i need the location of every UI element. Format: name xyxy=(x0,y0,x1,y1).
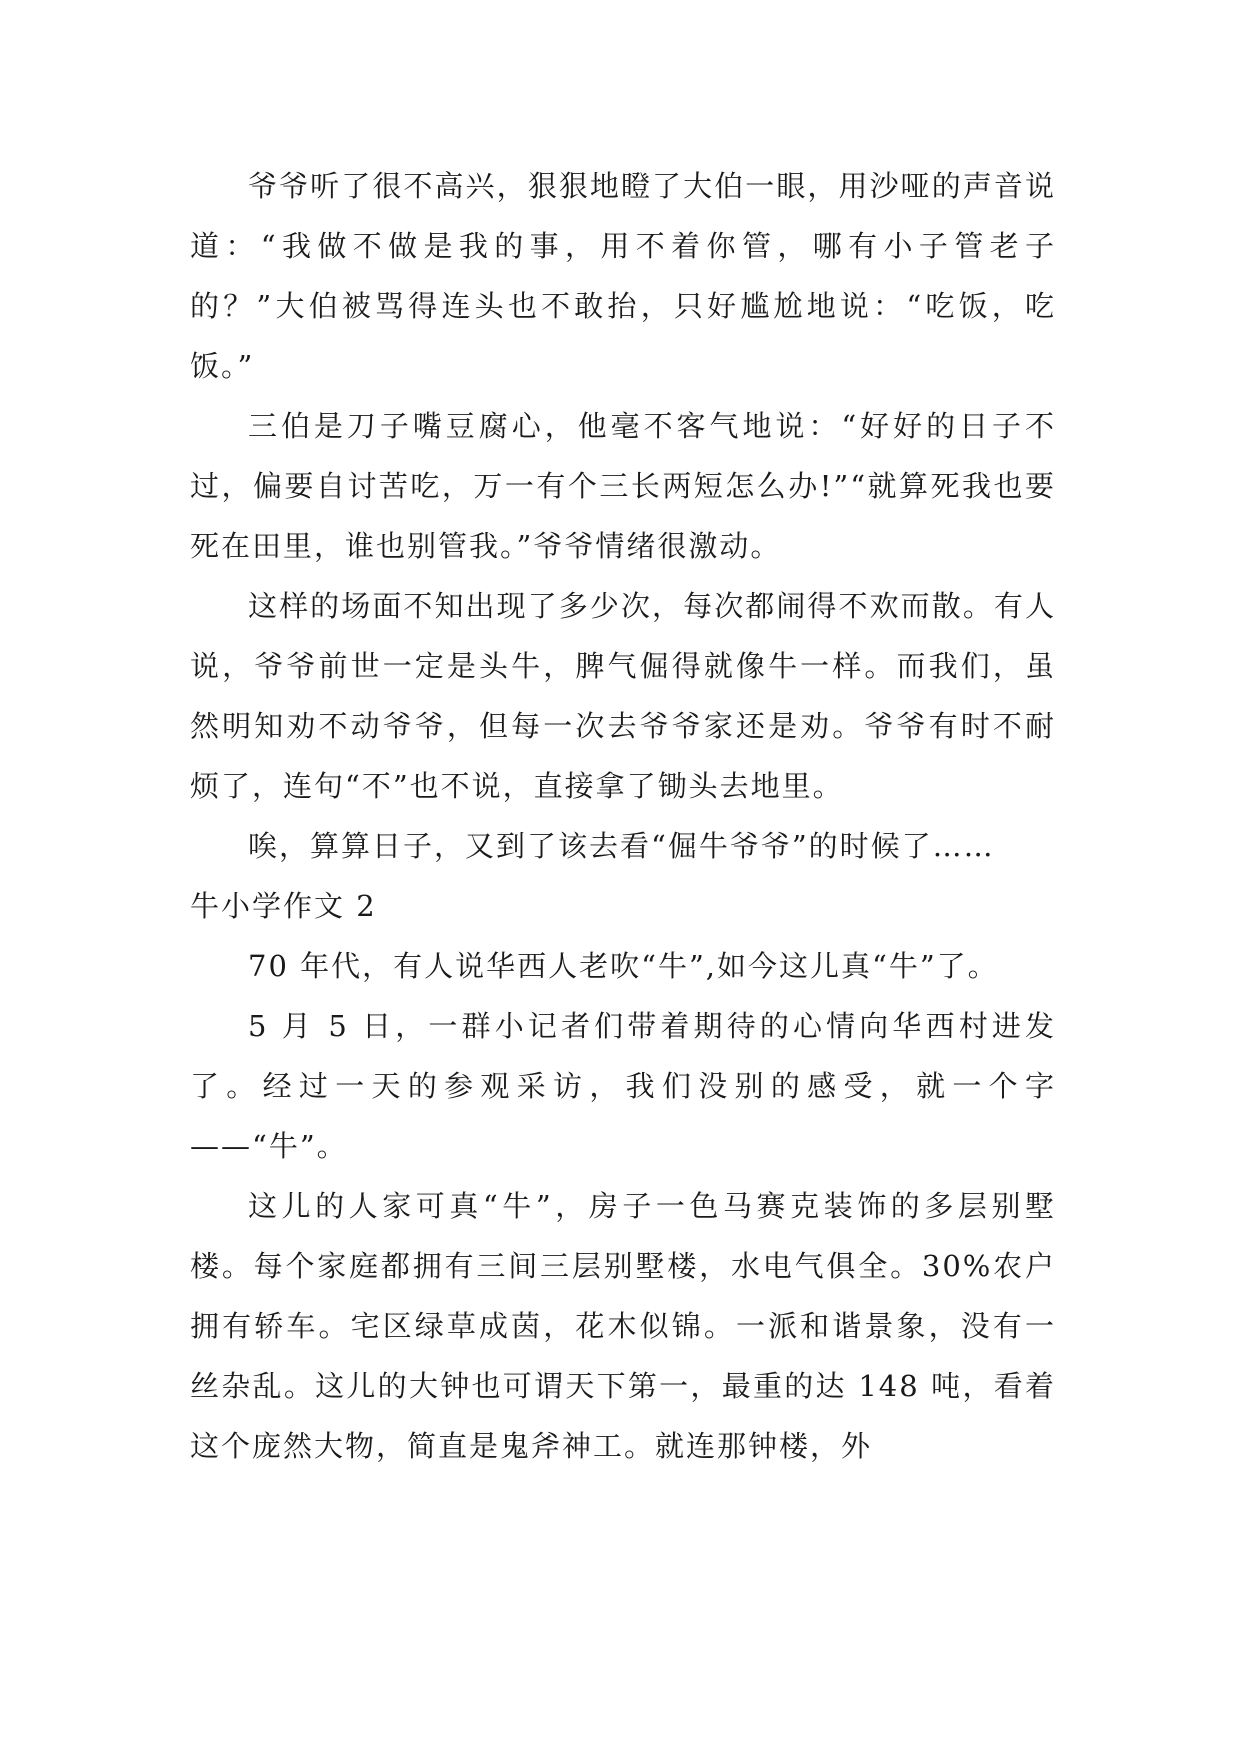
paragraph: 这儿的人家可真“牛”，房子一色马赛克装饰的多层别墅楼。每个家庭都拥有三间三层别墅楼，水电气俱全。30%农户拥有轿车。宅区绿草成茵，花木似锦。一派和谐景象，没有一丝杂乱。这儿的大钟也可谓天下第一，最重的达 148 吨，看着这个庞然大物，简直是鬼斧神工。就连那钟楼，外 xyxy=(190,1189,1056,1463)
paragraph: 5 月 5 日，一群小记者们带着期待的心情向华西村进发了。经过一天的参观采访，我们没别的感受，就一个字——“牛”。 xyxy=(190,1009,1056,1163)
paragraph: 70 年代，有人说华西人老吹“牛”,如今这儿真“牛”了。 xyxy=(248,949,999,983)
paragraph: 爷爷听了很不高兴，狠狠地瞪了大伯一眼，用沙哑的声音说道：“我做不做是我的事，用不着你管，哪有小子管老子的？”大伯被骂得连头也不敢抬，只好尴尬地说：“吃饭，吃饭。” xyxy=(190,169,1056,383)
document-page xyxy=(190,156,1056,1476)
paragraph: 这样的场面不知出现了多少次，每次都闹得不欢而散。有人说，爷爷前世一定是头牛，脾气倔得就像牛一样。而我们，虽然明知劝不动爷爷，但每一次去爷爷家还是劝。爷爷有时不耐烦了，连句“不”也不说，直接拿了锄头去地里。 xyxy=(190,589,1056,803)
paragraph: 三伯是刀子嘴豆腐心，他毫不客气地说：“好好的日子不过，偏要自讨苦吃，万一有个三长两短怎么办!”“就算死我也要死在田里，谁也别管我。”爷爷情绪很激动。 xyxy=(190,409,1056,563)
section-heading: 牛小学作文 2 xyxy=(190,889,377,923)
paragraph: 唉，算算日子，又到了该去看“倔牛爷爷”的时候了…… xyxy=(248,829,995,863)
